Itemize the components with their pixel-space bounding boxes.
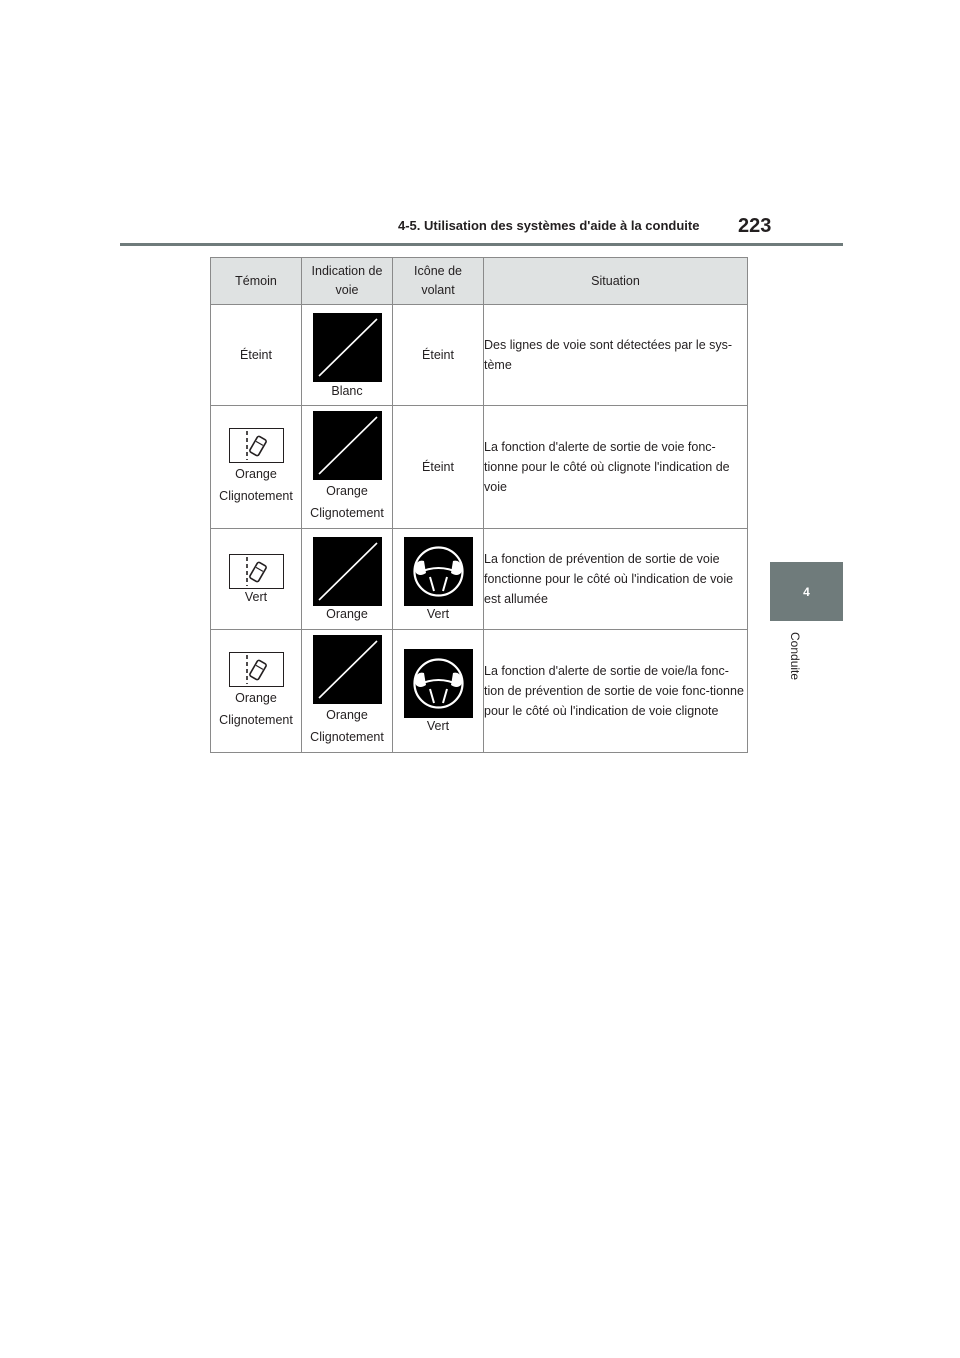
table-row [211, 305, 748, 406]
situation-text: Des lignes de voie sont détectées par le sys-tème [484, 338, 733, 372]
temoin-cell [211, 630, 302, 753]
lane-line-icon [313, 313, 382, 382]
volant-label: Éteint [422, 348, 454, 362]
header-volant: Icône de volant [393, 258, 484, 305]
volant-label: Vert [426, 606, 450, 621]
situation-cell [484, 630, 748, 753]
voie-cell [302, 305, 393, 406]
lane-line-icon [313, 537, 382, 606]
lane-departure-warning-icon [229, 652, 284, 687]
volant-cell [393, 529, 484, 630]
temoin-label: Vert [244, 589, 268, 604]
temoin-label: Orange [235, 690, 277, 705]
voie-label: Orange [326, 707, 368, 722]
voie-label: Orange [326, 606, 368, 621]
temoin-label: Orange [235, 466, 277, 481]
situation-cell [484, 529, 748, 630]
volant-label: Éteint [422, 460, 454, 474]
steering-wheel-hands-icon [404, 537, 473, 606]
temoin-label: Éteint [240, 348, 272, 362]
voie-label: Orange [326, 483, 368, 498]
lane-departure-warning-icon [229, 428, 284, 463]
table-row [211, 406, 748, 529]
header-rule [120, 243, 843, 246]
situation-text: La fonction d'alerte de sortie de voie fonc-tionne pour le côté où clignote l'indication de voie [484, 440, 730, 494]
temoin-cell [211, 406, 302, 529]
voie-cell [302, 630, 393, 753]
situation-text: La fonction de prévention de sortie de voie fonctionne pour le côté où l'indication de voie est allumée [484, 552, 734, 606]
chapter-number: 4 [803, 584, 810, 599]
lane-line-icon [313, 635, 382, 704]
chapter-label: Conduite [788, 632, 802, 681]
voie-cell [302, 406, 393, 529]
situation-cell [484, 305, 748, 406]
volant-cell [393, 630, 484, 753]
header-temoin: Témoin [211, 258, 302, 305]
situation-cell [484, 406, 748, 529]
situation-text: La fonction d'alerte de sortie de voie/la fonc-tion de prévention de sortie de voie fonc-tionne pour le côté où l'indication de voie clignote [484, 664, 744, 718]
temoin-cell [211, 305, 302, 406]
indicator-table [210, 257, 748, 753]
temoin-label-blink: Clignotement [219, 488, 293, 503]
table-row [211, 630, 748, 753]
header-situation: Situation [484, 258, 748, 305]
volant-label: Vert [426, 718, 450, 733]
chapter-tab [770, 562, 843, 621]
voie-label-blink: Clignotement [310, 505, 384, 520]
voie-label: Blanc [331, 384, 363, 398]
lane-line-icon [313, 411, 382, 480]
volant-cell [393, 406, 484, 529]
volant-cell [393, 305, 484, 406]
temoin-cell [211, 529, 302, 630]
page-number: 223 [738, 215, 772, 237]
table-row [211, 529, 748, 630]
voie-label-blink: Clignotement [310, 729, 384, 744]
voie-cell [302, 529, 393, 630]
temoin-label-blink: Clignotement [219, 712, 293, 727]
table-header-row [211, 258, 748, 305]
lane-departure-warning-icon [229, 554, 284, 589]
header-title: 4-5. Utilisation des systèmes d'aide à la conduite [398, 218, 700, 233]
steering-wheel-hands-icon [404, 649, 473, 718]
header-voie: Indication de voie [302, 258, 393, 305]
